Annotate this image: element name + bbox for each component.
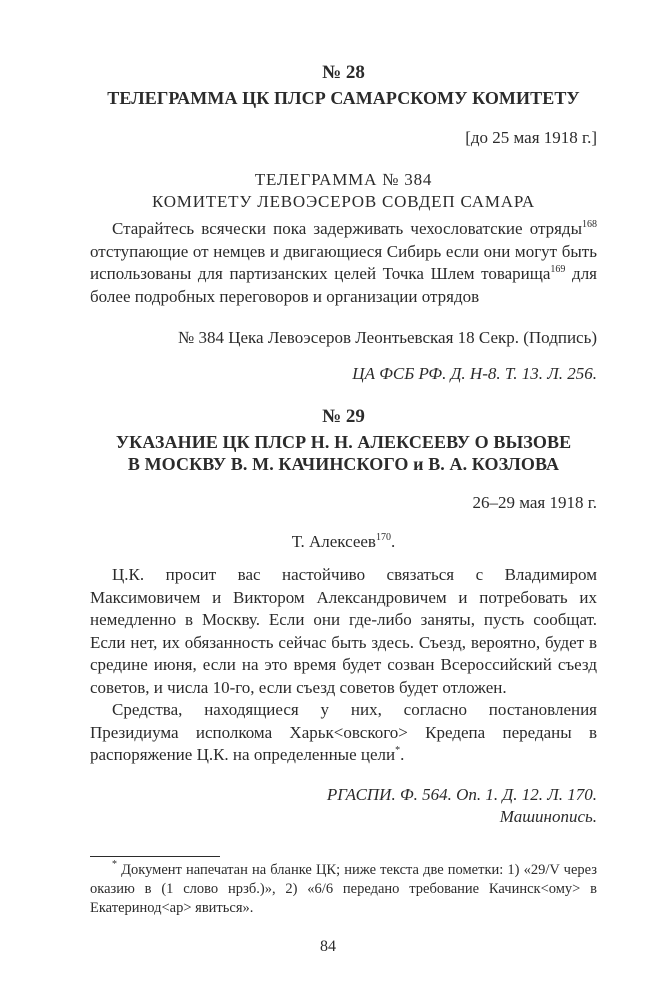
doc-29 [90,406,597,828]
footnote-ref-168: 168 [582,219,597,230]
addressee-end: . [390,532,396,551]
footnote-marker: * [112,859,117,870]
telegram-header-line1: ТЕЛЕГРАММА № 384 [254,170,433,189]
footnote-ref-170: 170 [375,532,391,543]
doc-29-paragraph-2-text: Средства, находящиеся у них, согласно постановления Президиума исполкома Харьк<овского> Кредепа переданы в распоряжение Ц.К. на определенные цели [90,700,597,764]
footnote-mark: * [395,745,401,756]
telegram-body-part2: отступающие от немцев и двигающиеся Сибирь если они могут быть использованы для партизанских целей Точка Шлем товарища [90,241,597,283]
telegram-body-part1: Старайтесь всячески пока задерживать чехословатские отряды [112,219,582,238]
doc-29-title-line2 [90,453,597,475]
doc-29-addressee [90,531,597,553]
doc-29-source-line2: Машинопись. [499,806,597,826]
doc-29-title-part-b: В. А. КОЗЛОВА [428,454,560,474]
doc-29-paragraph-1: Ц.К. просит вас настойчиво связаться с Владимиром Максимовичем и Виктором Александровичем и потребовать их немедленно в Москву. Если они где-либо заняты, пусть сообщат. Если нет, их обязанность сейчас быть здесь. Съезд, вероятно, будет в средине июня, если на это время будет созван Всероссийский съезд советов, и числа 10-го, если съезд советов будет отложен. [90,565,597,697]
doc-28-title: ТЕЛЕГРАММА ЦК ПЛСР САМАРСКОМУ КОМИТЕТУ [107,88,580,108]
telegram-header-line2: КОМИТЕТУ ЛЕВОЭСЕРОВ СОВДЕП САМАРА [152,192,535,211]
doc-28 [90,62,597,385]
footnote-ref-169: 169 [550,264,566,275]
telegram-body-part3: для более подробных переговоров и организации отрядов [90,264,598,306]
doc-29-number: № 29 [322,406,365,427]
addressee-name: Т. Алексеев [291,532,376,551]
doc-29-title-and: и [408,454,429,474]
doc-29-date: 26–29 мая 1918 г. [472,493,597,512]
doc-29-paragraph-2-end: . [400,745,405,764]
doc-29-title-line1: УКАЗАНИЕ ЦК ПЛСР Н. Н. АЛЕКСЕЕВУ О ВЫЗОВЕ [115,432,572,452]
doc-28-source: ЦА ФСБ РФ. Д. Н-8. Т. 13. Л. 256. [352,364,597,383]
page-number: 84 [320,938,336,955]
footnote [90,861,597,918]
doc-29-paragraph-2 [90,699,597,767]
doc-29-title-part-a: В МОСКВУ В. М. КАЧИНСКОГО [127,454,409,474]
doc-29-source-line1: РГАСПИ. Ф. 564. Оп. 1. Д. 12. Л. 170. [326,784,597,804]
doc-28-date: [до 25 мая 1918 г.] [465,128,597,147]
footnote-divider [90,856,220,857]
footnote-text [90,861,597,918]
telegram-signature: № 384 Цека Левоэсеров Леонтьевская 18 Секр. (Подпись) [177,328,597,347]
doc-28-number: № 28 [322,62,365,83]
telegram-body [90,218,597,308]
footnote-body: Документ напечатан на бланке ЦК; ниже текста две пометки: 1) «29/V через оказию в (1 слово нрзб.)», 2) «6/6 передано требование Качинск<ому> в Екатеринод<ар> явиться». [90,862,597,916]
